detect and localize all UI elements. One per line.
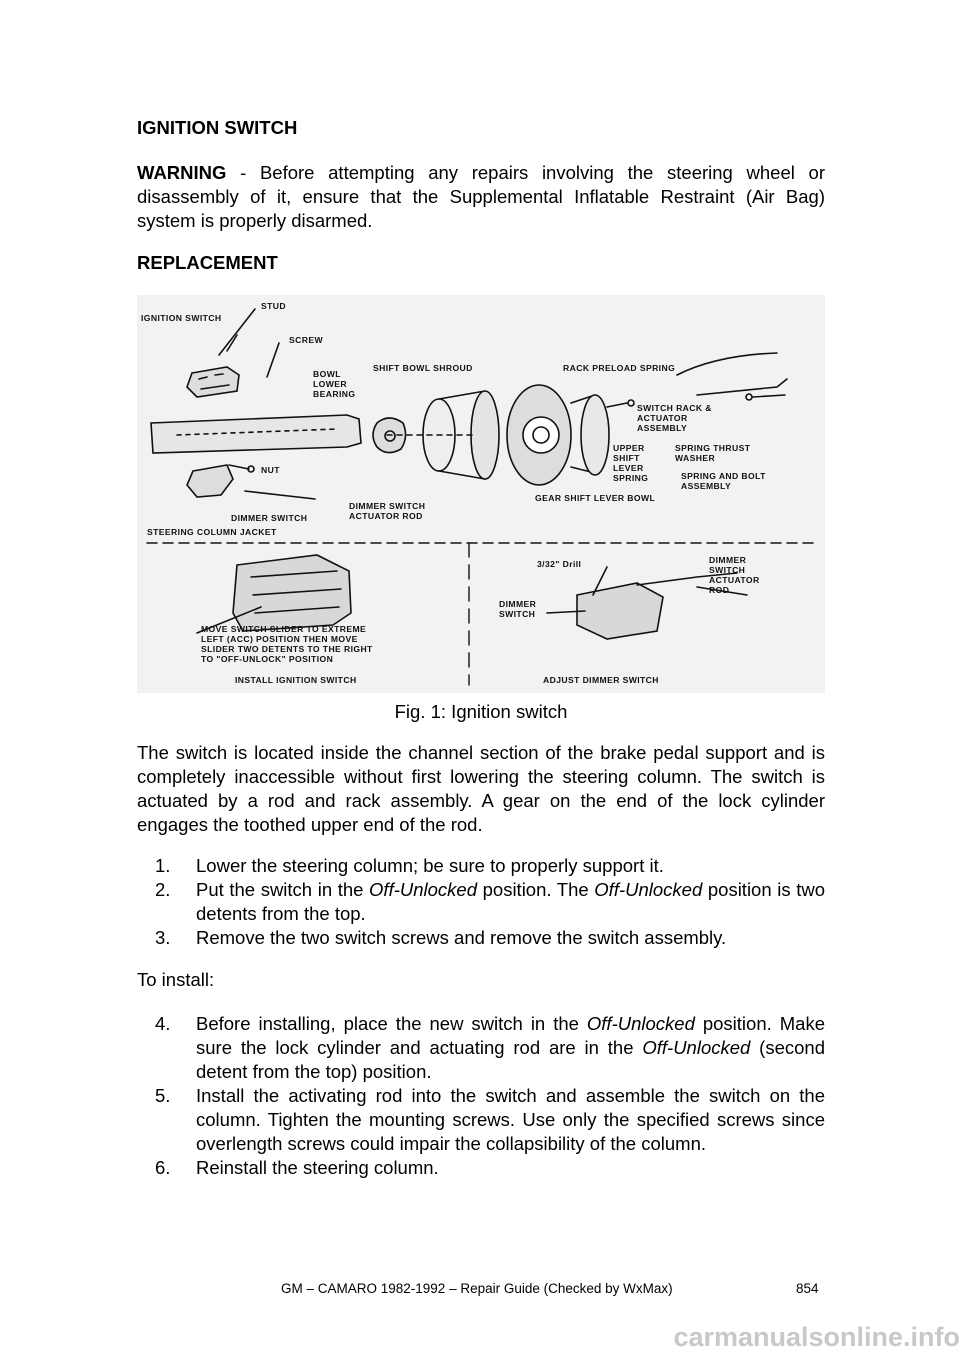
- label-drill: 3/32" Drill: [537, 559, 582, 569]
- label-bowl-lower-bearing-1: BOWL: [313, 369, 341, 379]
- list-item-text: Install the activating rod into the switch and assemble the switch on the column. Tighten the mounting screws. Use only the specified screws since overlength screws could impair the collapsibility of the column.: [196, 1085, 825, 1154]
- list-item-text: Put the switch in the: [196, 879, 370, 900]
- footer-page-number: 854: [796, 1281, 819, 1296]
- label-upper-shift-1: UPPER: [613, 443, 645, 453]
- list-item-number: 1.: [155, 855, 171, 876]
- label-dimmer-switch: DIMMER SWITCH: [231, 513, 308, 523]
- removal-steps-list: [155, 854, 825, 950]
- list-item-number: 2.: [155, 879, 171, 900]
- list-item-number: 6.: [155, 1157, 171, 1178]
- watermark: carmanualsonline.info: [673, 1322, 960, 1352]
- label-upper-shift-4: SPRING: [613, 473, 649, 483]
- subsection-title: REPLACEMENT: [137, 252, 278, 273]
- ignition-switch-figure: [137, 295, 825, 693]
- list-item-text: position is two detents from the top.: [196, 879, 826, 924]
- list-item: [155, 926, 825, 950]
- label-stud: STUD: [261, 301, 286, 311]
- label-adjust-dimmer-switch: ADJUST DIMMER SWITCH: [543, 675, 659, 685]
- list-item-number: 4.: [155, 1013, 171, 1034]
- label-gear-shift-lever-bowl: GEAR SHIFT LEVER BOWL: [535, 493, 656, 503]
- label-bowl-lower-bearing-3: BEARING: [313, 389, 356, 399]
- label-switch-rack-1: SWITCH RACK &: [637, 403, 712, 413]
- label-spring-bolt-1: SPRING AND BOLT: [681, 471, 766, 481]
- list-item-number: 5.: [155, 1085, 171, 1106]
- emphasis-text: Off-Unlocked: [642, 1037, 751, 1058]
- emphasis-text: Off-Unlocked: [586, 1013, 695, 1034]
- label-switch-rack-2: ACTUATOR: [637, 413, 688, 423]
- warning-paragraph: [137, 161, 825, 233]
- label-screw: SCREW: [289, 335, 323, 345]
- label-spring-bolt-2: ASSEMBLY: [681, 481, 732, 491]
- label-bowl-lower-bearing-2: LOWER: [313, 379, 347, 389]
- label-dimmer-rod-2b: SWITCH: [709, 565, 746, 575]
- warning-text: - Before attempting any repairs involving the steering wheel or disassembly of it, ensure that the Supplemental Inflatable Restraint (Air Bag) system is properly disarmed.: [137, 162, 825, 231]
- label-install-ignition-switch: INSTALL IGNITION SWITCH: [235, 675, 357, 685]
- label-dimmer-switch-2a: DIMMER: [499, 599, 537, 609]
- label-dimmer-rod-2a: DIMMER: [709, 555, 747, 565]
- list-item-text: position. Make sure the lock cylinder and actuating rod are in the: [196, 1013, 825, 1058]
- figure-caption: Fig. 1: Ignition switch: [394, 701, 568, 722]
- label-dimmer-rod-2: ACTUATOR ROD: [349, 511, 423, 521]
- list-item-number: 3.: [155, 927, 171, 948]
- label-nut: NUT: [261, 465, 280, 475]
- label-rack-preload-spring: RACK PRELOAD SPRING: [563, 363, 676, 373]
- emphasis-text: Off-Unlocked: [594, 879, 703, 900]
- label-shift-bowl-shroud: SHIFT BOWL SHROUD: [373, 363, 473, 373]
- footer-title: GM – CAMARO 1982-1992 – Repair Guide (Checked by WxMax): [281, 1281, 673, 1296]
- list-item: [155, 1156, 825, 1180]
- label-upper-shift-2: SHIFT: [613, 453, 640, 463]
- label-upper-shift-3: LEVER: [613, 463, 644, 473]
- label-dimmer-switch-2b: SWITCH: [499, 609, 536, 619]
- list-item-text: Lower the steering column; be sure to properly support it.: [196, 855, 664, 876]
- label-move-slider-3: SLIDER TWO DETENTS TO THE RIGHT: [201, 644, 373, 654]
- list-item: [155, 1012, 825, 1084]
- label-move-slider-2: LEFT (ACC) POSITION THEN MOVE: [201, 634, 358, 644]
- warning-label: WARNING: [137, 162, 227, 183]
- label-dimmer-rod-2d: ROD: [709, 585, 730, 595]
- ignition-switch-diagram: [137, 295, 825, 693]
- list-item: [155, 878, 825, 926]
- list-item-text: Remove the two switch screws and remove the switch assembly.: [196, 927, 727, 948]
- label-switch-rack-3: ASSEMBLY: [637, 423, 688, 433]
- label-spring-thrust-1: SPRING THRUST: [675, 443, 751, 453]
- install-intro: To install:: [137, 969, 215, 990]
- label-spring-thrust-2: WASHER: [675, 453, 716, 463]
- label-dimmer-rod-1: DIMMER SWITCH: [349, 501, 426, 511]
- list-item-text: position. The: [477, 879, 595, 900]
- intro-paragraph: The switch is located inside the channel section of the brake pedal support and is completely inaccessible without first lowering the steering column. The switch is actuated by a rod and rack assembly. A gear on the end of the lock cylinder engages the toothed upper end of the rod.: [137, 742, 825, 835]
- label-steering-column-jacket: STEERING COLUMN JACKET: [147, 527, 277, 537]
- emphasis-text: Off-Unlocked: [369, 879, 478, 900]
- label-dimmer-rod-2c: ACTUATOR: [709, 575, 760, 585]
- list-item-text: (second detent from the top) position.: [196, 1037, 825, 1082]
- section-title: IGNITION SWITCH: [137, 117, 298, 138]
- list-item: [155, 854, 825, 878]
- list-item-text: Reinstall the steering column.: [196, 1157, 439, 1178]
- label-move-slider-4: TO "OFF-UNLOCK" POSITION: [201, 654, 334, 664]
- list-item: [155, 1084, 825, 1156]
- label-ignition-switch: IGNITION SWITCH: [141, 313, 222, 323]
- install-steps-list: [155, 1012, 825, 1180]
- list-item-text: Before installing, place the new switch in the: [196, 1013, 587, 1034]
- label-move-slider-1: MOVE SWITCH SLIDER TO EXTREME: [201, 624, 367, 634]
